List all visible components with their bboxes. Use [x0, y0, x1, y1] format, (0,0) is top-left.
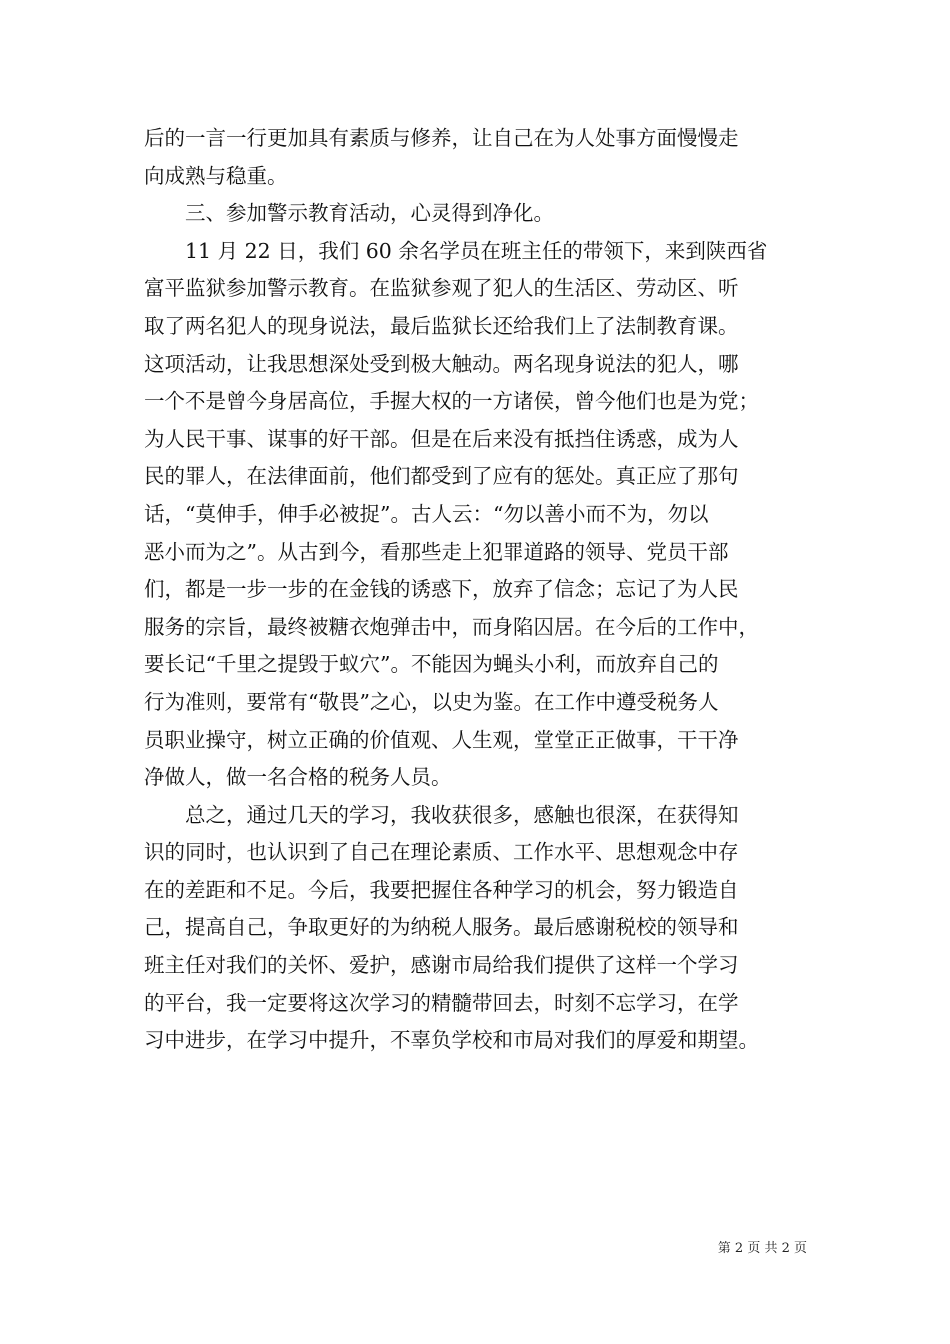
text-line: 总之，通过几天的学习，我收获很多，感触也很深，在获得知 [144, 802, 739, 827]
text-line: 己，提高自己，争取更好的为纳税人服务。最后感谢税校的领导和 [144, 915, 739, 940]
text-line: 员职业操守，树立正确的价值观、人生观，堂堂正正做事，干干净 [144, 727, 739, 752]
text-line: 富平监狱参加警示教育。在监狱参观了犯人的生活区、劳动区、听 [144, 276, 739, 301]
text-line: 为人民干事、谋事的好干部。但是在后来没有抵挡住诱惑，成为人 [144, 426, 739, 451]
text-line: 行为准则，要常有“敬畏”之心，以史为鉴。在工作中遵受税务人 [144, 689, 719, 714]
page-footer: 第 2 页 共 2 页 [717, 1241, 807, 1256]
text-line: 恶小而为之”。从古到今，看那些走上犯罪道路的领导、党员干部 [144, 539, 729, 564]
text-line: 后的一言一行更加具有素质与修养，让自己在为人处事方面慢慢走 [144, 126, 739, 150]
text-line: 11 月 22 日，我们 60 余名学员在班主任的带领下，来到陕西省 [144, 238, 768, 263]
text-line: 们，都是一步一步的在金钱的诱惑下，放弃了信念；忘记了为人民 [144, 577, 739, 602]
text-line: 一个不是曾今身居高位，手握大权的一方诸侯，曾今他们也是为党； [144, 389, 759, 414]
text-line: 习中进步，在学习中提升，不辜负学校和市局对我们的厚爱和期望。 [144, 1028, 759, 1053]
text-line: 在的差距和不足。今后，我要把握住各种学习的机会，努力锻造自 [144, 877, 739, 902]
text-line: 识的同时，也认识到了自己在理论素质、工作水平、思想观念中存 [144, 840, 739, 865]
text-line: 班主任对我们的关怀、爱护，感谢市局给我们提供了这样一个学习 [144, 953, 739, 978]
text-line: 话，“莫伸手，伸手必被捉”。古人云：“勿以善小而不为，勿以 [144, 501, 709, 526]
text-line: 这项活动，让我思想深处受到极大触动。两名现身说法的犯人，哪 [144, 351, 739, 376]
text-line: 向成熟与稳重。 [144, 163, 288, 188]
text-line: 要长记“千里之提毁于蚁穴”。不能因为蝇头小利，而放弃自己的 [144, 652, 719, 677]
text-line: 三、参加警示教育活动，心灵得到净化。 [144, 201, 554, 226]
text-line: 的平台，我一定要将这次学习的精髓带回去，时刻不忘学习，在学 [144, 990, 739, 1015]
text-line: 民的罪人，在法律面前，他们都受到了应有的惩处。真正应了那句 [144, 464, 739, 489]
text-line: 服务的宗旨，最终被糖衣炮弹击中，而身陷囚居。在今后的工作中， [144, 614, 759, 639]
text-line: 净做人，做一名合格的税务人员。 [144, 765, 452, 790]
body-text [144, 120, 820, 1060]
text-line: 取了两名犯人的现身说法，最后监狱长还给我们上了法制教育课。 [144, 313, 739, 338]
